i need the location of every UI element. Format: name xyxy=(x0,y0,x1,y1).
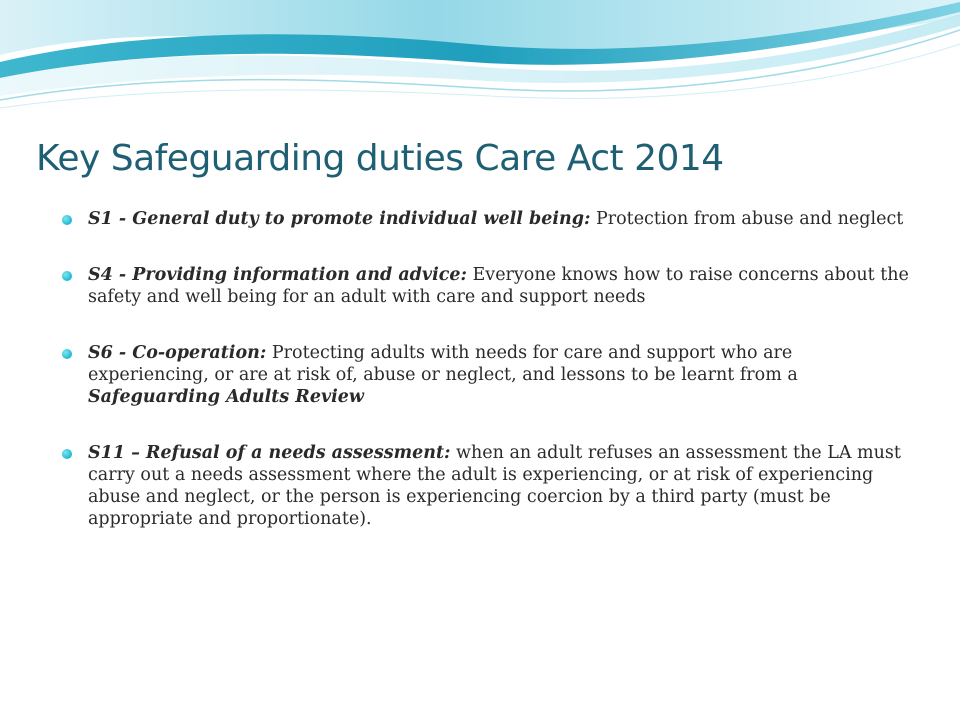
bullet-item-s4 xyxy=(62,264,912,308)
bullet-lead: S4 - Providing information and advice: xyxy=(88,265,467,285)
slide-title: Key Safeguarding duties Care Act 2014 xyxy=(36,138,724,179)
bullet-item-s1 xyxy=(62,208,912,230)
bullet-icon xyxy=(62,215,72,225)
bullet-text: Everyone knows how to raise concerns about the safety and well being for an adult with care and support needs xyxy=(88,265,909,307)
bullet-list xyxy=(62,208,912,564)
bullet-text: Protection from abuse and neglect xyxy=(590,209,904,229)
bullet-lead: S1 - General duty to promote individual well being: xyxy=(88,209,591,229)
bullet-tail-emphasis: Safeguarding Adults Review xyxy=(88,387,365,407)
bullet-item-s6 xyxy=(62,342,912,408)
bullet-lead: S11 – Refusal of a needs assessment: xyxy=(88,443,451,463)
bullet-icon xyxy=(62,349,72,359)
bullet-icon xyxy=(62,271,72,281)
bullet-lead: S6 - Co-operation: xyxy=(88,343,267,363)
bullet-text: Protecting adults with needs for care and support who are experiencing, or are at risk of, abuse or neglect, and lessons to be learnt from a xyxy=(88,343,798,385)
bullet-icon xyxy=(62,449,72,459)
decorative-wave-header xyxy=(0,0,960,120)
bullet-item-s11 xyxy=(62,442,912,530)
bullet-text: when an adult refuses an assessment the LA must carry out a needs assessment where the adult is experiencing, or at risk of experiencing abuse and neglect, or the person is experiencing coercion by a third party (must be appropriate and proportionate). xyxy=(88,443,901,529)
